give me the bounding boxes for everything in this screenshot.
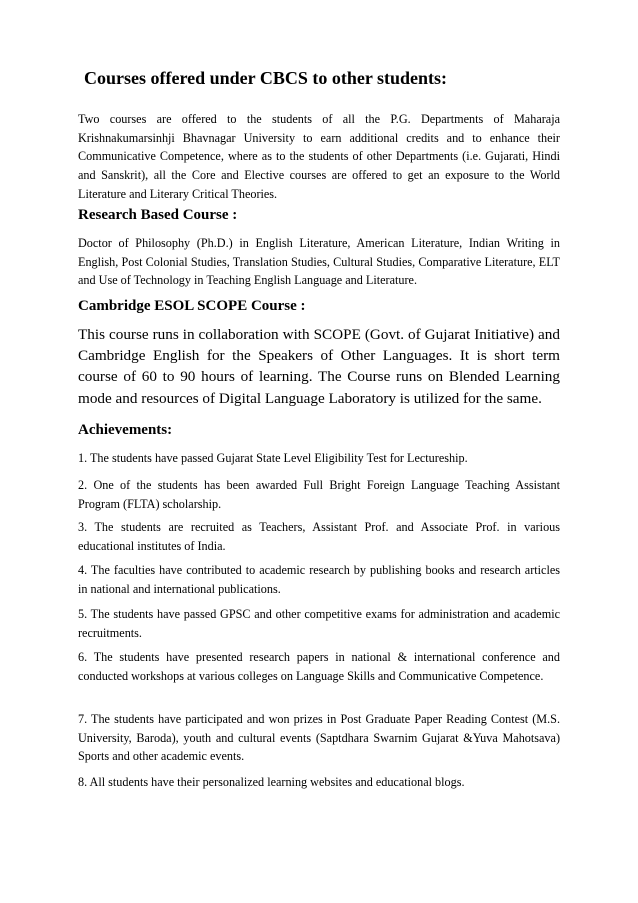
achievements-heading: Achievements: [78,422,173,438]
achievement-item-3: 3. The students are recruited as Teachers, Assistant Prof. and Associate Prof. in various educational institutes of India. [78,520,560,553]
achievement-item-2: 2. One of the students has been awarded Full Bright Foreign Language Teaching Assistant Program (FLTA) scholarship. [78,478,560,511]
research-heading: Research Based Course : [78,207,238,223]
achievement-item-1: 1. The students have passed Gujarat State Level Eligibility Test for Lectureship. [78,451,468,465]
intro-paragraph: Two courses are offered to the students of all the P.G. Departments of Maharaja Krishnakumarsinhji Bhavnagar University to earn additional credits and to enhance their Communicative Competence, where as to the students of other Departments (i.e. Gujarati, Hindi and Sanskrit), all the Core and Elective courses are offered to get an exposure to the World Literature and Literary Critical Theories. [78,112,560,201]
achievement-item-4: 4. The faculties have contributed to academic research by publishing books and research articles in national and international publications. [78,563,560,596]
achievement-item-6: 6. The students have presented research papers in national & international conference and conducted workshops at various colleges on Language Skills and Communicative Competence. [78,650,560,683]
page-title: Courses offered under CBCS to other students: [84,68,448,88]
cambridge-heading: Cambridge ESOL SCOPE Course : [78,298,306,314]
achievement-item-7: 7. The students have participated and won prizes in Post Graduate Paper Reading Contest (M.S. University, Baroda), youth and cultural events (Saptdhara Swarnim Gujarat &Yuva Mahotsava) Sports and other academic events. [78,712,560,763]
cambridge-paragraph: This course runs in collaboration with SCOPE (Govt. of Gujarat Initiative) and Cambridge English for the Speakers of Other Languages. It is short term course of 60 to 90 hours of learning. The Course runs on Blended Learning mode and resources of Digital Language Laboratory is utilized for the same. [78,326,560,407]
achievement-item-5: 5. The students have passed GPSC and other competitive exams for administration and academic recruitments. [78,607,560,640]
research-paragraph: Doctor of Philosophy (Ph.D.) in English Literature, American Literature, Indian Writing in English, Post Colonial Studies, Translation Studies, Cultural Studies, Comparative Literature, ELT and Use of Technology in Teaching English Language and Literature. [78,236,560,288]
achievement-item-8: 8. All students have their personalized learning websites and educational blogs. [78,775,465,789]
